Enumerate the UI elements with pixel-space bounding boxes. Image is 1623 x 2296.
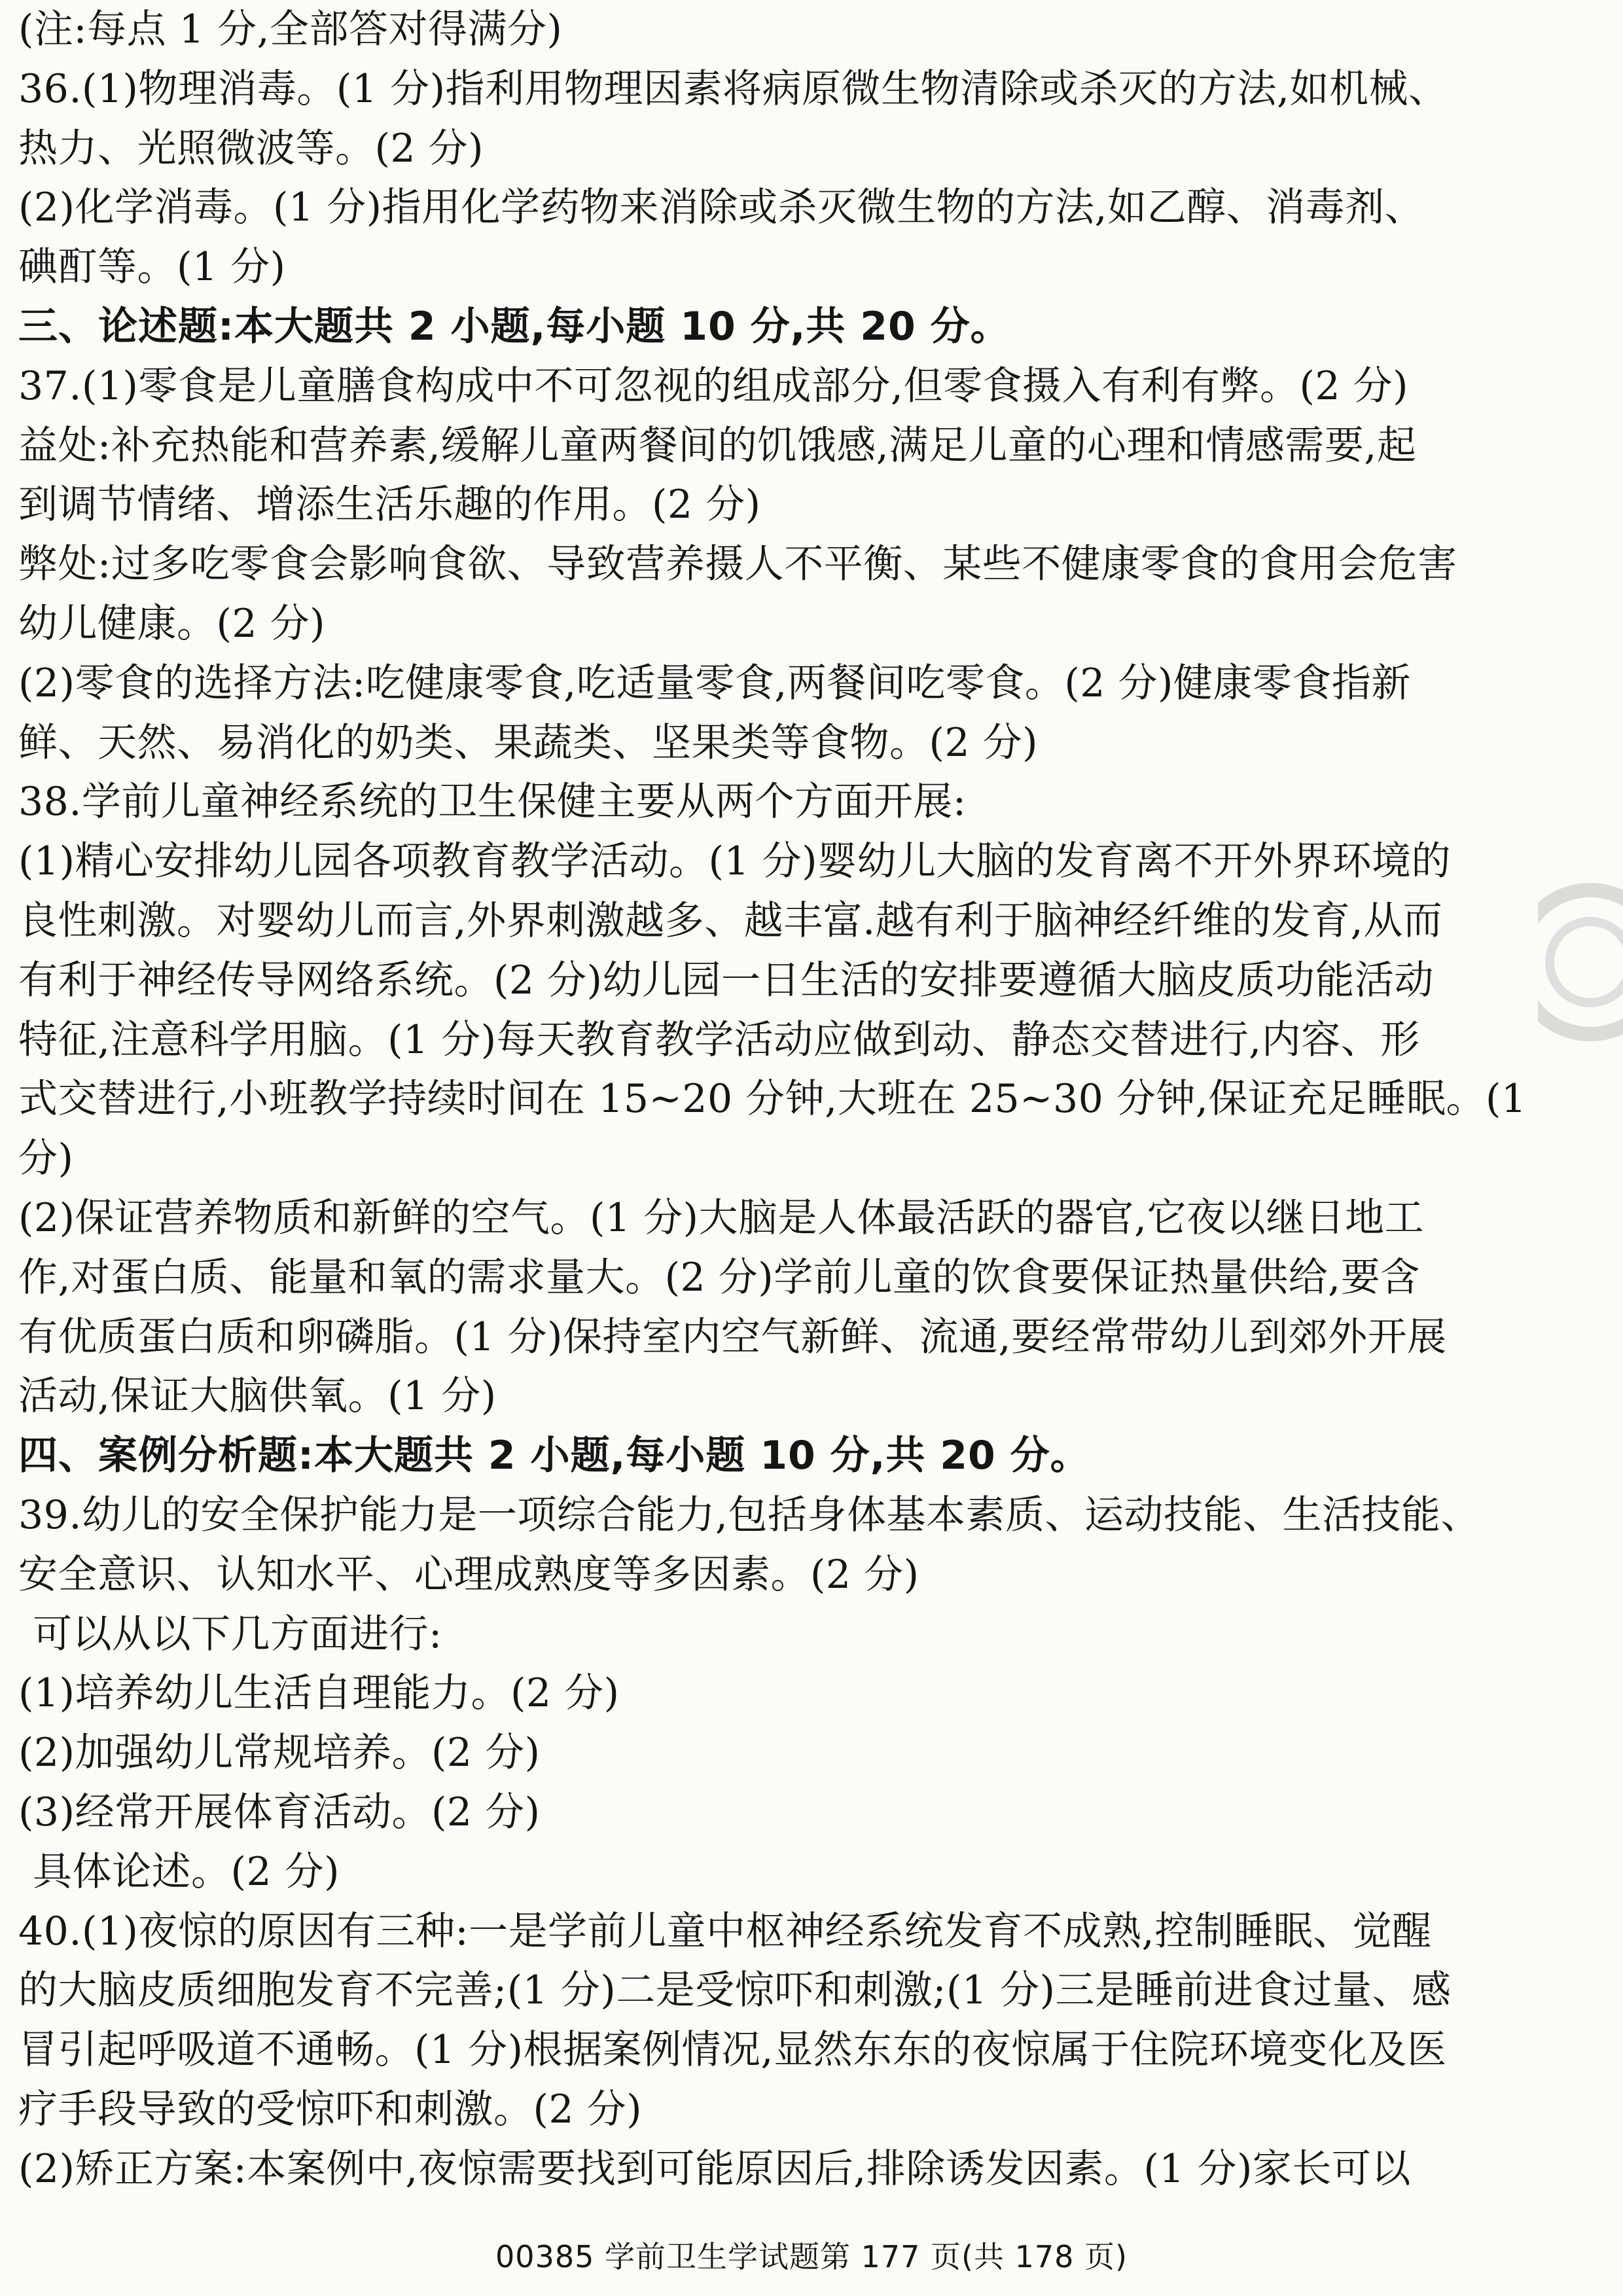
text-line: (3)经常开展体育活动。(2 分): [18, 1789, 541, 1835]
text-line: 有优质蛋白质和卵磷脂。(1 分)保持室内空气新鲜、流通,要经常带幼儿到郊外开展: [18, 1314, 1447, 1360]
text-line: 有利于神经传导网络系统。(2 分)幼儿园一日生活的安排要遵循大脑皮质功能活动: [18, 957, 1435, 1003]
text-line: (2)零食的选择方法:吃健康零食,吃适量零食,两餐间吃零食。(2 分)健康零食指新: [18, 660, 1411, 706]
watermark-logo: [1486, 864, 1623, 1060]
text-line: 幼儿健康。(2 分): [18, 600, 326, 647]
text-line: 到调节情绪、增添生活乐趣的作用。(2 分): [18, 482, 761, 528]
text-line: 冒引起呼吸道不通畅。(1 分)根据案例情况,显然东东的夜惊属于住院环境变化及医: [18, 2027, 1447, 2073]
text-line: 36.(1)物理消毒。(1 分)指利用物理因素将病原微生物清除或杀灭的方法,如机械、: [18, 65, 1448, 112]
text-line: 特征,注意科学用脑。(1 分)每天教育教学活动应做到动、静态交替进行,内容、形: [18, 1016, 1420, 1063]
text-line: (2)化学消毒。(1 分)指用化学药物来消除或杀灭微生物的方法,如乙醇、消毒剂、: [18, 185, 1425, 231]
text-line: 活动,保证大脑供氧。(1 分): [18, 1373, 497, 1420]
text-line: (1)培养幼儿生活自理能力。(2 分): [18, 1670, 620, 1717]
text-line: 38.学前儿童神经系统的卫生保健主要从两个方面开展:: [18, 779, 967, 825]
page-footer: 00385 学前卫生学试题第 177 页(共 178 页): [495, 2239, 1128, 2274]
text-line: 疗手段导致的受惊吓和刺激。(2 分): [18, 2086, 643, 2132]
text-line: 良性刺激。对婴幼儿而言,外界刺激越多、越丰富.越有利于脑神经纤维的发育,从而: [18, 897, 1443, 944]
text-line: 鲜、天然、易消化的奶类、果蔬类、坚果类等食物。(2 分): [18, 719, 1039, 766]
text-line: 弊处:过多吃零食会影响食欲、导致营养摄人不平衡、某些不健康零食的食用会危害: [18, 541, 1457, 588]
answer-text-body: [18, 0, 1601, 2198]
text-line: 的大脑皮质细胞发育不完善;(1 分)二是受惊吓和刺激;(1 分)三是睡前进食过量、感: [18, 1967, 1452, 2014]
section-heading: 三、论述题:本大题共 2 小题,每小题 10 分,共 20 分。: [18, 303, 1010, 350]
text-line: 益处:补充热能和营养素,缓解儿童两餐间的饥饿感,满足儿童的心理和情感需要,起: [18, 422, 1417, 469]
text-line: 37.(1)零食是儿童膳食构成中不可忽视的组成部分,但零食摄入有利有弊。(2 分): [18, 363, 1409, 409]
text-line: (2)保证营养物质和新鲜的空气。(1 分)大脑是人体最活跃的器官,它夜以继日地工: [18, 1194, 1425, 1241]
section-heading: 四、案例分析题:本大题共 2 小题,每小题 10 分,共 20 分。: [18, 1433, 1090, 1479]
text-line: 安全意识、认知水平、心理成熟度等多因素。(2 分): [18, 1551, 919, 1598]
text-line: 具体论述。(2 分): [33, 1848, 340, 1895]
text-line: 40.(1)夜惊的原因有三种:一是学前儿童中枢神经系统发育不成熟,控制睡眠、觉醒: [18, 1908, 1432, 1954]
text-line: 分): [18, 1136, 74, 1182]
text-line: (1)精心安排幼儿园各项教育教学活动。(1 分)婴幼儿大脑的发育离不开外界环境的: [18, 838, 1452, 885]
text-line: (2)矫正方案:本案例中,夜惊需要找到可能原因后,排除诱发因素。(1 分)家长可以: [18, 2145, 1411, 2192]
text-line: 热力、光照微波等。(2 分): [18, 125, 484, 171]
text-line: 式交替进行,小班教学持续时间在 15~20 分钟,大班在 25~30 分钟,保证充足睡眠。(1: [18, 1076, 1527, 1122]
text-line: 可以从以下几方面进行:: [33, 1611, 442, 1657]
text-line: 39.幼儿的安全保护能力是一项综合能力,包括身体基本素质、运动技能、生活技能、: [18, 1492, 1480, 1538]
text-line: (注:每点 1 分,全部答对得满分): [18, 7, 563, 52]
text-line: 作,对蛋白质、能量和氧的需求量大。(2 分)学前儿童的饮食要保证热量供给,要含: [18, 1254, 1420, 1300]
text-line: (2)加强幼儿常规培养。(2 分): [18, 1730, 541, 1776]
text-line: 碘酊等。(1 分): [18, 244, 286, 291]
